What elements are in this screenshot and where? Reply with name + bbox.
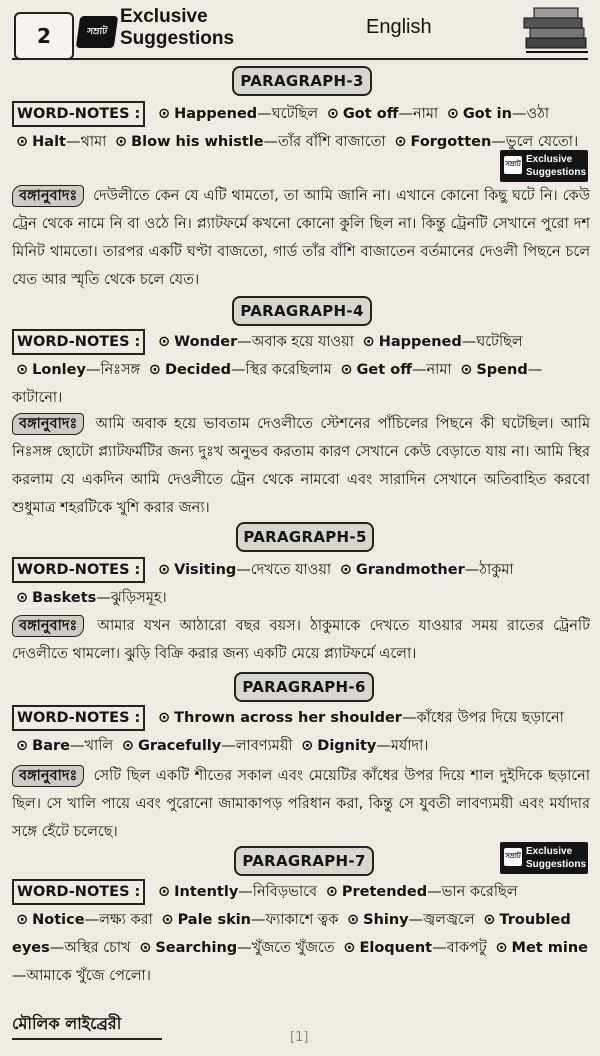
brand-badge: সম্রাট [76,16,118,48]
brand-logo [120,6,234,50]
exclusive-suggestions-badge: সম্রাট Exclusive Suggestions [500,150,588,182]
note-term: Troubled eyes [12,912,571,956]
bullet-icon: ⊙ [114,134,128,150]
note-meaning: ভান করেছিল [441,884,518,900]
bullet-icon: ⊙ [340,362,353,378]
page-number: 2 [14,12,74,60]
translation-label: বঙ্গানুবাদঃ [12,185,84,207]
note-meaning: বাকপটু [446,940,487,956]
paragraph-7-word-notes: WORD-NOTES : ⊙ Intently—নিবিড়ভাবে ⊙ Pretended—ভান করেছিল ⊙ Notice—লক্ষ্য করা ⊙ Pale skin—ফ্যাকাশে ত্বক ⊙ Shiny—জ্বলজ্বলে ⊙ Troubled eyes—অস্থির চোখ ⊙ Searching—খুঁজতে খুঁজতে ⊙ Eloquent—বাকপটু ⊙ Met mine—আমাকে খুঁজে পেলো। [12,878,590,990]
note-term: Blow his whistle [131,134,264,150]
bullet-icon: ⊙ [460,362,473,378]
note-meaning: ফ্যাকাশে ত্বক [265,912,339,928]
note-meaning: নিঃসঙ্গ [100,362,141,378]
note-term: Shiny [363,912,409,928]
note-term: Wonder [174,334,238,350]
bullet-icon: ⊙ [16,590,29,606]
note-meaning: ঘটেছিল [476,334,523,350]
note-term: Pale skin [177,912,252,928]
paragraph-4-word-notes: WORD-NOTES : ⊙ Wonder—অবাক হয়ে যাওয়া ⊙ Happened—ঘটেছিল ⊙ Lonley—নিঃসঙ্গ ⊙ Decided—স্থির করেছিলাম ⊙ Get off—নামা ⊙ Spend—কাটানো। [12,328,590,412]
note-meaning: অস্থির চোখ [64,940,131,956]
note-meaning: কাটানো। [12,390,63,406]
note-term: Pretended [341,884,428,900]
bullet-icon: ⊙ [326,106,339,122]
paragraph-6-title: PARAGRAPH-6 [234,672,374,702]
note-term: Baskets [32,590,97,606]
paragraph-3-translation [12,182,590,294]
paragraph-7-title: PARAGRAPH-7 [234,846,374,876]
bullet-icon: ⊙ [446,106,459,122]
note-term: Thrown across her shoulder [174,710,402,726]
translation-label: বঙ্গানুবাদঃ [12,413,84,435]
bullet-icon: ⊙ [362,334,375,350]
note-term: Intently [174,884,239,900]
translation-label: বঙ্গানুবাদঃ [12,615,84,637]
bullet-icon: ⊙ [121,738,134,754]
note-bn: নামা [412,106,439,122]
page-header [0,0,600,62]
note-meaning: লাবণ্যময়ী [235,738,293,754]
bullet-icon: ⊙ [346,912,360,928]
note-meaning: ঝুড়িসমূহ। [110,590,167,606]
note-term: Got off [342,106,399,122]
bullet-icon: ⊙ [148,362,161,378]
paragraph-5-translation [12,612,590,668]
bullet-icon: ⊙ [157,562,171,578]
note-meaning: স্থির করেছিলাম [245,362,332,378]
note-term: Met mine [511,940,589,956]
word-notes-label: WORD-NOTES : [12,879,145,905]
translation-text: দেউলীতে কেন যে এটি থামতো, তা আমি জানি না। এখানে কোনো কিছু ঘটে নি। কেউ ট্রেন থেকে নামে নি বা ওঠে নি। প্ল্যাটফর্মে কখনো কোনো কুলি ছিল না। কিন্তু ট্রেনটি সেখানে পুরো দশ মিনিট থামতো। তারপর একটি ঘণ্টা বাজতো, গার্ড তাঁর বাঁশি বাজাতেন বর্তমানের দেওলী পিছনে চলে যেত আর স্মৃতি থেকে চলে যেত। [12,188,590,288]
word-notes-label: WORD-NOTES : [12,101,145,127]
note-bn: তাঁর বাঁশি বাজাতো [278,134,386,150]
note-term: Notice [32,912,85,928]
note-term: Searching [155,940,238,956]
bullet-icon: ⊙ [161,912,174,928]
bullet-icon: ⊙ [16,134,29,150]
bullet-icon: ⊙ [301,738,314,754]
note-meaning: লক্ষ্য করা [99,912,153,928]
paragraph-5-word-notes: WORD-NOTES : ⊙ Visiting—দেখতে যাওয়া ⊙ Grandmother—ঠাকুমা ⊙ Baskets—ঝুড়িসমূহ। [12,556,590,612]
word-notes-label: WORD-NOTES : [12,329,145,355]
bullet-icon: ⊙ [339,562,352,578]
paragraph-6-translation [12,762,590,846]
note-meaning: ঠাকুমা [479,562,514,578]
bullet-icon: ⊙ [495,940,508,956]
brand-line-2: Suggestions [120,28,235,49]
note-term: Eloquent [359,940,433,956]
note-term: Dignity [317,738,377,754]
note-term: Happened [378,334,462,350]
note-meaning: দেখতে যাওয়া [250,562,332,578]
note-bn: ভুলে যেতো। [505,134,579,150]
bullet-icon: ⊙ [394,134,407,150]
note-meaning: আমাকে খুঁজে পেলো। [26,968,151,984]
paragraph-4-translation [12,410,590,522]
subject-title: English [366,16,432,38]
translation-text: আমার যখন আঠারো বছর বয়স। ঠাকুমাকে দেখতে যাওয়ার সময় রাতের ট্রেনটি দেওলীতে থামলো। ঝুড়ি বিক্রি করার জন্য একটি মেয়ে প্ল্যাটফর্মে এলো। [12,618,590,662]
brand-line-1: Exclusive [120,6,208,27]
note-meaning: খুঁজতে খুঁজতে [251,940,335,956]
word-notes-label: WORD-NOTES : [12,557,145,583]
note-term: Gracefully [137,738,222,754]
bullet-icon: ⊙ [325,884,338,900]
paragraph-6-word-notes: WORD-NOTES : ⊙ Thrown across her shoulder—কাঁধের উপর দিয়ে ছড়ানো ⊙ Bare—খালি ⊙ Gracefully—লাবণ্যময়ী ⊙ Dignity—মর্যাদা। [12,704,590,760]
badge-mini: সম্রাট [504,156,522,174]
note-term: Happened [174,106,258,122]
books-icon [520,4,594,58]
note-meaning: খালি [84,738,114,754]
note-term: Halt [32,134,66,150]
note-term: Spend [476,362,528,378]
note-meaning: মর্যাদা। [390,738,429,754]
bullet-icon: ⊙ [157,710,171,726]
note-meaning: জ্বলজ্বলে [423,912,475,928]
note-meaning: নামা [426,362,452,378]
paragraph-4-title: PARAGRAPH-4 [232,296,372,326]
translation-text: আমি অবাক হয়ে ভাবতাম দেওলীতে স্টেশনের পাঁচিলের পিছনে কী ঘটেছিল। আমি নিঃসঙ্গ ছোটো প্ল্যাটফর্মটির জন্য দুঃখ অনুভব করতাম কারণ সেখানে কেউ বেড়াতে যায় না। আমি স্থির করলাম যে একদিন আমি দেওলীতে ট্রেন থেকে নামবো এবং সারাদিন সেখানে অতিবাহিত করবো শুধুমাত্র শহরটিকে খুশি করার জন্য। [12,416,590,516]
note-term: Grandmother [355,562,465,578]
exclusive-suggestions-badge: সম্রাট Exclusive Suggestions [500,842,588,874]
translation-label: বঙ্গানুবাদঃ [12,765,84,787]
translation-text: সেটি ছিল একটি শীতের সকাল এবং মেয়েটির কাঁধের উপর দিয়ে শাল দুইদিকে ছড়ানো ছিল। সে খালি পায়ে এবং পুরোনো জামাকাপড় পরিধান করা, কিন্তু সে যুবতী লাবণ্যময়ী এবং মর্যাদার সঙ্গে হেঁটে চলেছে। [12,768,590,840]
publisher-name: মৌলিক লাইব্রেরী [12,1010,162,1040]
note-term: Forgotten [410,134,492,150]
note-bn: থামা [80,134,107,150]
note-term: Visiting [174,562,237,578]
bullet-icon: ⊙ [16,912,29,928]
bullet-icon: ⊙ [483,912,496,928]
note-term: Decided [164,362,231,378]
bullet-icon: ⊙ [157,334,171,350]
header-rule [12,58,588,60]
bullet-icon: ⊙ [157,106,171,122]
note-bn: ওঠা [526,106,550,122]
paragraph-3-title: PARAGRAPH-3 [232,66,372,96]
bullet-icon: ⊙ [16,362,29,378]
note-term: Lonley [32,362,86,378]
note-bn: ঘটেছিল [271,106,319,122]
bullet-icon: ⊙ [157,884,171,900]
footer-page-number: [1] [290,1030,309,1045]
bullet-icon: ⊙ [139,940,152,956]
paragraph-3-word-notes: WORD-NOTES : ⊙ Happened—ঘটেছিল ⊙ Got off—নামা ⊙ Got in—ওঠা ⊙ Halt—থামা ⊙ Blow his whistle—তাঁর বাঁশি বাজাতো ⊙ Forgotten—ভুলে যেতো। [12,100,590,156]
word-notes-label: WORD-NOTES : [12,705,145,731]
paragraph-5-title: PARAGRAPH-5 [236,522,374,552]
note-meaning: কাঁধের উপর দিয়ে ছড়ানো [416,710,564,726]
bullet-icon: ⊙ [343,940,356,956]
note-term: Get off [356,362,412,378]
note-term: Got in [462,106,512,122]
bullet-icon: ⊙ [16,738,29,754]
note-meaning: নিবিড়ভাবে [252,884,318,900]
note-meaning: অবাক হয়ে যাওয়া [251,334,354,350]
note-term: Bare [32,738,70,754]
